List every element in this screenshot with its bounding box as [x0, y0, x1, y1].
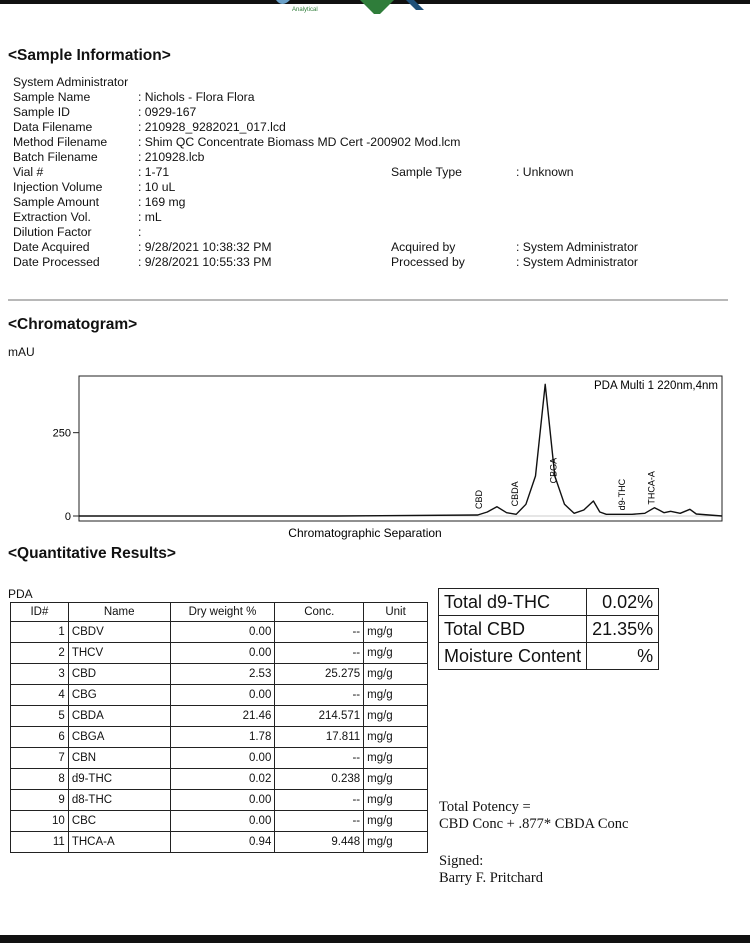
- info-value: : 9/28/2021 10:55:33 PM: [138, 255, 272, 269]
- cell-conc: --: [275, 622, 364, 643]
- cell-unit: mg/g: [364, 769, 428, 790]
- info-label: Sample Name: [13, 90, 91, 104]
- info-row: [13, 210, 638, 225]
- cell-conc: 17.811: [275, 727, 364, 748]
- cell-id: 11: [11, 832, 69, 853]
- cell-unit: mg/g: [364, 790, 428, 811]
- info-label-secondary: [391, 195, 516, 210]
- results-row: [11, 643, 428, 664]
- cell-conc: 214.571: [275, 706, 364, 727]
- cell-dry-weight: 1.78: [170, 727, 275, 748]
- cell-name: CBD: [68, 664, 170, 685]
- cell-name: CBDA: [68, 706, 170, 727]
- info-row: [13, 90, 638, 105]
- cell-conc: --: [275, 790, 364, 811]
- results-row: [11, 622, 428, 643]
- logo-text: Analytical: [292, 7, 318, 13]
- info-label-secondary: [391, 150, 516, 165]
- info-label: Sample ID: [13, 105, 70, 119]
- results-row: [11, 769, 428, 790]
- info-label-secondary: Acquired by: [391, 240, 456, 254]
- cell-id: 10: [11, 811, 69, 832]
- results-row: [11, 685, 428, 706]
- info-label: Dilution Factor: [13, 225, 92, 239]
- cell-conc: --: [275, 748, 364, 769]
- company-logo: [270, 0, 450, 18]
- cell-dry-weight: 0.00: [170, 643, 275, 664]
- results-row: [11, 790, 428, 811]
- cell-name: THCA-A: [68, 832, 170, 853]
- info-row: [13, 165, 638, 180]
- detector-label: PDA: [8, 587, 33, 601]
- info-row: [13, 180, 638, 195]
- total-value: 0.02%: [587, 589, 659, 616]
- info-row: [13, 255, 638, 270]
- results-table: [10, 602, 428, 853]
- cell-unit: mg/g: [364, 643, 428, 664]
- cell-conc: --: [275, 643, 364, 664]
- total-value: 21.35%: [587, 616, 659, 643]
- info-value: : mL: [138, 210, 162, 224]
- info-value: : 1-71: [138, 165, 170, 179]
- col-header-conc: Conc.: [275, 603, 364, 622]
- cell-unit: mg/g: [364, 664, 428, 685]
- info-value-secondary: : System Administrator: [516, 255, 638, 269]
- info-label: Batch Filename: [13, 150, 98, 164]
- info-row: [13, 225, 638, 240]
- results-row: [11, 727, 428, 748]
- x-axis-label: Chromatographic Separation: [288, 526, 442, 540]
- info-label: Date Processed: [13, 255, 100, 269]
- info-label-secondary: [391, 180, 516, 195]
- info-label-secondary: [391, 120, 516, 135]
- total-label: Moisture Content: [439, 643, 587, 670]
- quant-heading: <Quantitative Results>: [8, 545, 176, 562]
- cell-dry-weight: 0.00: [170, 748, 275, 769]
- totals-row: [439, 589, 659, 616]
- info-value: : Shim QC Concentrate Biomass MD Cert -200902 Mod.lcm: [138, 135, 461, 149]
- system-line: System Administrator: [13, 75, 129, 89]
- cell-id: 6: [11, 727, 69, 748]
- cell-conc: --: [275, 811, 364, 832]
- potency-line-1: Total Potency =: [439, 799, 531, 815]
- info-row: [13, 135, 638, 150]
- cell-unit: mg/g: [364, 706, 428, 727]
- info-label: Injection Volume: [13, 180, 103, 194]
- cell-id: 4: [11, 685, 69, 706]
- cell-id: 8: [11, 769, 69, 790]
- cell-id: 1: [11, 622, 69, 643]
- cell-name: d8-THC: [68, 790, 170, 811]
- info-value: : 210928_9282021_017.lcd: [138, 120, 286, 134]
- info-row: [13, 120, 638, 135]
- peak-label: d9-THC: [616, 478, 627, 511]
- sample-info-heading: <Sample Information>: [8, 47, 171, 64]
- cell-conc: 25.275: [275, 664, 364, 685]
- info-value: : Nichols - Flora Flora: [138, 90, 255, 104]
- bottom-border: [0, 935, 750, 943]
- y-tick-label: 0: [64, 511, 71, 523]
- signer-name: Barry F. Pritchard: [439, 870, 543, 886]
- potency-formula: [439, 799, 628, 833]
- sample-info-block: [13, 75, 638, 270]
- info-label-secondary: [391, 135, 516, 150]
- potency-line-2: CBD Conc + .877* CBDA Conc: [439, 816, 629, 832]
- info-value: : 10 uL: [138, 180, 176, 194]
- info-label: Vial #: [13, 165, 44, 179]
- cell-name: CBC: [68, 811, 170, 832]
- cell-dry-weight: 0.00: [170, 811, 275, 832]
- cell-name: d9-THC: [68, 769, 170, 790]
- info-label-secondary: [391, 90, 516, 105]
- info-value: : 0929-167: [138, 105, 197, 119]
- cell-name: CBN: [68, 748, 170, 769]
- cell-name: CBGA: [68, 727, 170, 748]
- total-label: Total d9-THC: [439, 589, 587, 616]
- chromatogram-chart: [0, 360, 750, 545]
- peak-label: CBGA: [548, 457, 559, 484]
- info-row: [13, 150, 638, 165]
- col-header-name: Name: [68, 603, 170, 622]
- results-row: [11, 664, 428, 685]
- cell-name: CBG: [68, 685, 170, 706]
- info-label-secondary: [391, 225, 516, 240]
- total-value: %: [587, 643, 659, 670]
- cell-dry-weight: 0.00: [170, 622, 275, 643]
- info-row: [13, 195, 638, 210]
- info-label-secondary: Processed by: [391, 255, 465, 269]
- cell-id: 5: [11, 706, 69, 727]
- cell-unit: mg/g: [364, 685, 428, 706]
- signed-label: Signed:: [439, 853, 484, 869]
- cell-id: 2: [11, 643, 69, 664]
- info-label: Method Filename: [13, 135, 108, 149]
- cell-unit: mg/g: [364, 727, 428, 748]
- cell-name: THCV: [68, 643, 170, 664]
- info-value-secondary: : System Administrator: [516, 240, 638, 254]
- info-label-secondary: [391, 105, 516, 120]
- info-value: :: [138, 225, 142, 239]
- info-label: Data Filename: [13, 120, 93, 134]
- results-row: [11, 748, 428, 769]
- cell-name: CBDV: [68, 622, 170, 643]
- cell-dry-weight: 0.00: [170, 685, 275, 706]
- y-unit-label: mAU: [8, 345, 35, 359]
- section-divider: [8, 299, 728, 301]
- results-row: [11, 706, 428, 727]
- info-row: [13, 105, 638, 120]
- cell-dry-weight: 0.00: [170, 790, 275, 811]
- info-value: : 210928.lcb: [138, 150, 205, 164]
- info-label: Sample Amount: [13, 195, 100, 209]
- cell-unit: mg/g: [364, 748, 428, 769]
- info-value: : 9/28/2021 10:38:32 PM: [138, 240, 272, 254]
- info-label-secondary: Sample Type: [391, 165, 462, 179]
- col-header-dry-weight: Dry weight %: [170, 603, 275, 622]
- y-tick-label: 250: [52, 427, 71, 440]
- results-row: [11, 832, 428, 853]
- cell-dry-weight: 21.46: [170, 706, 275, 727]
- results-row: [11, 811, 428, 832]
- info-label: Date Acquired: [13, 240, 90, 254]
- cell-unit: mg/g: [364, 832, 428, 853]
- totals-table: [438, 588, 659, 670]
- totals-row: [439, 616, 659, 643]
- cell-id: 3: [11, 664, 69, 685]
- cell-unit: mg/g: [364, 811, 428, 832]
- col-header-unit: Unit: [364, 603, 428, 622]
- info-row: [13, 240, 638, 255]
- total-label: Total CBD: [439, 616, 587, 643]
- info-value-secondary: : Unknown: [516, 165, 574, 179]
- signature-block: [439, 853, 543, 887]
- cell-conc: 9.448: [275, 832, 364, 853]
- cell-dry-weight: 2.53: [170, 664, 275, 685]
- info-label-secondary: [391, 210, 516, 225]
- cell-conc: --: [275, 685, 364, 706]
- cell-id: 9: [11, 790, 69, 811]
- cell-dry-weight: 0.94: [170, 832, 275, 853]
- totals-row: [439, 643, 659, 670]
- col-header-id: ID#: [11, 603, 69, 622]
- cell-dry-weight: 0.02: [170, 769, 275, 790]
- peak-label: CBD: [474, 489, 485, 509]
- legend-label: PDA Multi 1 220nm,4nm: [593, 380, 718, 392]
- chromatogram-heading: <Chromatogram>: [8, 316, 138, 333]
- results-header-row: [11, 603, 428, 622]
- cell-id: 7: [11, 748, 69, 769]
- peak-label: THCA-A: [646, 471, 657, 505]
- cell-conc: 0.238: [275, 769, 364, 790]
- peak-label: CBDA: [510, 481, 521, 507]
- info-value: : 169 mg: [138, 195, 186, 209]
- info-label: Extraction Vol.: [13, 210, 91, 224]
- cell-unit: mg/g: [364, 622, 428, 643]
